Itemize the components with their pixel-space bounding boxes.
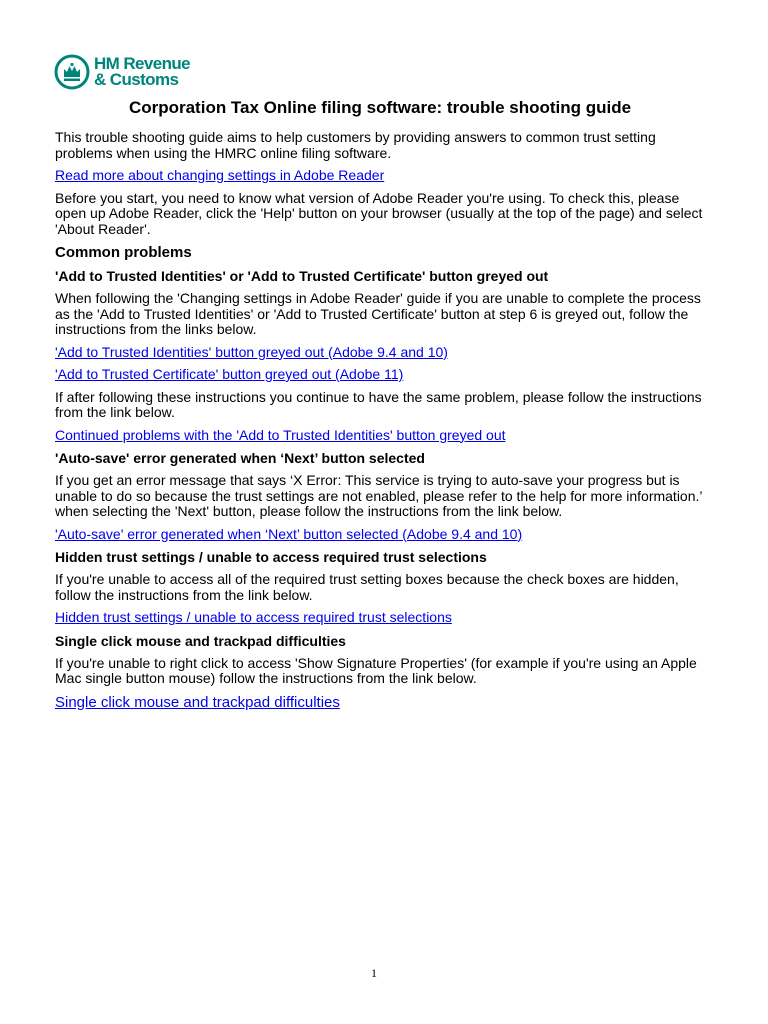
- trusted-followup-text: If after following these instructions you continue to have the same problem, please follow the instructions from the link below.: [55, 388, 702, 420]
- single-click-text: If you're unable to right click to access 'Show Signature Properties' (for example if you're using an Apple Mac single button mouse) follow the instructions from the link below.: [55, 654, 697, 686]
- adobe-settings-link[interactable]: Read more about changing settings in Adobe Reader: [55, 167, 385, 183]
- hidden-settings-link[interactable]: Hidden trust settings / unable to access required trust selections: [55, 609, 452, 625]
- crown-icon: [54, 54, 90, 90]
- common-problems-heading: Common problems: [55, 244, 192, 261]
- single-click-heading: Single click mouse and trackpad difficulties: [55, 632, 346, 649]
- trusted-heading: 'Add to Trusted Identities' or 'Add to Trusted Certificate' button greyed out: [55, 268, 549, 284]
- trusted-certificate-link[interactable]: 'Add to Trusted Certificate' button greyed out (Adobe 11): [55, 366, 404, 382]
- trusted-identities-link[interactable]: 'Add to Trusted Identities' button greyed out (Adobe 9.4 and 10): [55, 343, 448, 360]
- document-body: [55, 96, 705, 718]
- single-click-link[interactable]: Single click mouse and trackpad difficulties: [55, 693, 340, 711]
- hidden-settings-heading: Hidden trust settings / unable to access required trust selections: [55, 549, 487, 565]
- hidden-settings-text: If you're unable to access all of the required trust setting boxes because the check boxes are hidden, follow the instructions from the link below.: [55, 571, 679, 603]
- autosave-heading: 'Auto-save' error generated when ‘Next’ button selected: [55, 450, 425, 466]
- intro-text: This trouble shooting guide aims to help customers by providing answers to common trust setting problems when using the HMRC online filing software.: [55, 129, 656, 161]
- trusted-text: When following the 'Changing settings in Adobe Reader' guide if you are unable to complete the process as the 'Add to Trusted Identities' or 'Add to Trusted Certificate' button at step 6 is greyed out, follow the instructions from the links below.: [55, 290, 701, 337]
- logo-wordmark: [94, 56, 190, 88]
- hmrc-logo: [54, 52, 190, 92]
- logo-line-2: & Customs: [94, 70, 179, 89]
- page-title: Corporation Tax Online filing software: trouble shooting guide: [128, 98, 632, 117]
- page-number: 1: [371, 966, 377, 980]
- continued-problems-link[interactable]: Continued problems with the 'Add to Trusted Identities' button greyed out: [55, 426, 506, 443]
- logo-line-1: HM Revenue: [94, 54, 191, 73]
- autosave-text: If you get an error message that says ‘X Error: This service is trying to auto-save your progress but is unable to do so because the trust settings are not enabled, please refer to the help for more information.’ when selecting the 'Next' button, please follow the instructions from the link below.: [55, 472, 702, 519]
- autosave-link[interactable]: 'Auto-save' error generated when ‘Next’ button selected (Adobe 9.4 and 10): [55, 525, 523, 542]
- before-start-text: Before you start, you need to know what version of Adobe Reader you're using. To check this, please open up Adobe Reader, click the 'Help' button on your browser (usually at the top of the page) and select 'About Reader'.: [55, 189, 703, 237]
